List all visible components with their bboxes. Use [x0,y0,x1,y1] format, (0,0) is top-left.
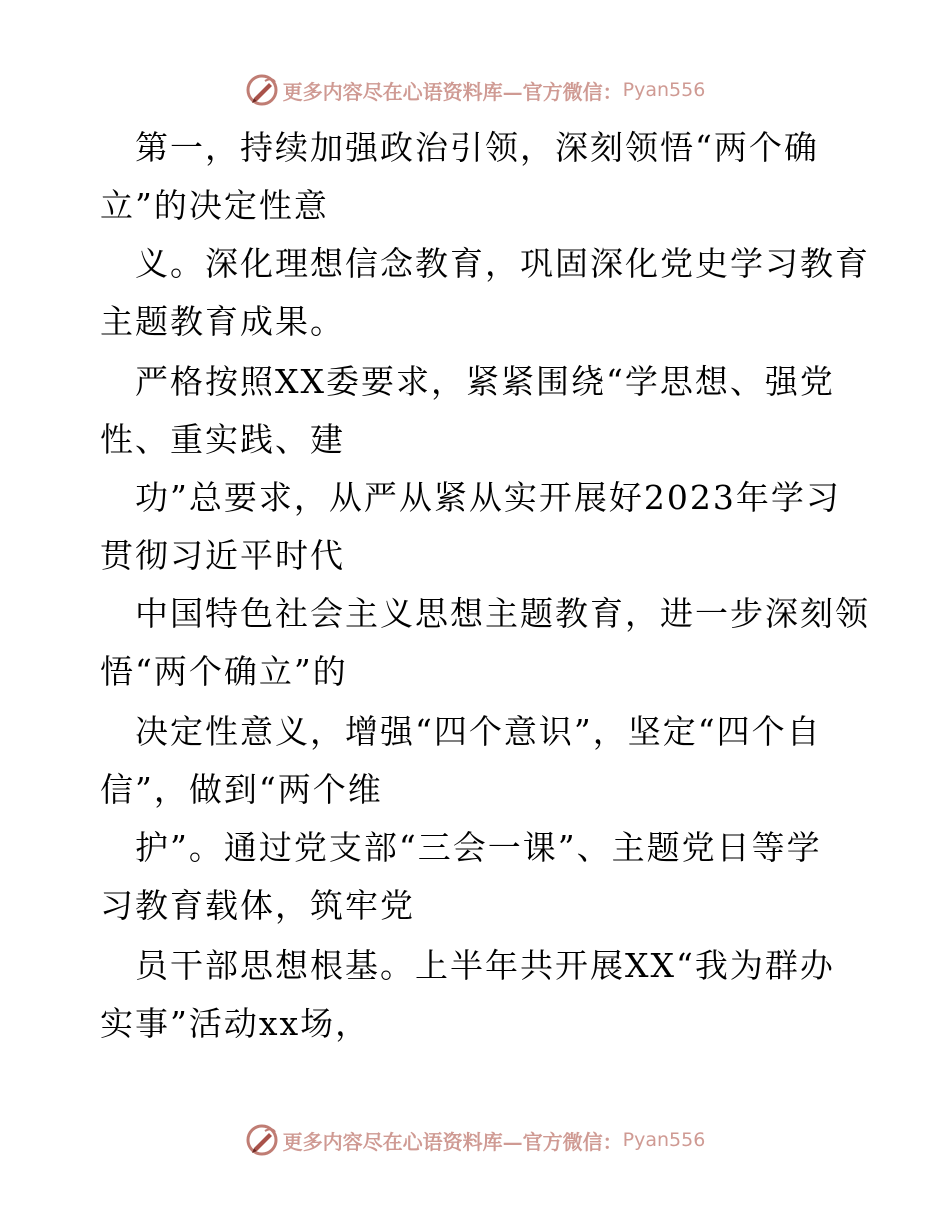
watermark-wechat-id: Pyan556 [622,79,706,101]
text-line: 功”总要求，从严从紧从实开展好2023年学习 [135,478,841,517]
text-line: 员干部思想根基。上半年共开展XX“我为群办 [135,946,835,985]
text-line: 主题教育成果。 [100,302,345,341]
text-line: 信”，做到“两个维 [100,770,383,809]
pen-logo-icon [245,1123,279,1157]
text-line: 性、重实践、建 [100,420,345,459]
text-line: 实事”活动xx场， [100,1004,371,1043]
text-line: 严格按照XX委要求，紧紧围绕“学思想、强党 [135,362,835,401]
text-line: 贯彻习近平时代 [100,536,345,575]
watermark-text: 更多内容尽在心语资料库—官方微信： [282,79,623,104]
text-line: 义。深化理想信念教育，巩固深化党史学习教育 [135,244,870,283]
text-line: 护”。通过党支部“三会一课”、主题党日等学 [135,828,822,867]
footer-watermark [0,1120,950,1160]
watermark-text: 更多内容尽在心语资料库—官方微信： [282,1129,623,1154]
text-line: 立”的决定性意 [100,186,329,225]
text-line: 中国特色社会主义思想主题教育，进一步深刻领 [135,594,870,633]
text-line: 决定性意义，增强“四个意识”，坚定“四个自 [135,712,822,751]
text-line: 悟“两个确立”的 [100,652,348,691]
text-line: 习教育载体，筑牢党 [100,886,415,925]
watermark-wechat-id: Pyan556 [622,1129,706,1151]
text-line: 第一，持续加强政治引领，深刻领悟“两个确 [135,128,819,167]
